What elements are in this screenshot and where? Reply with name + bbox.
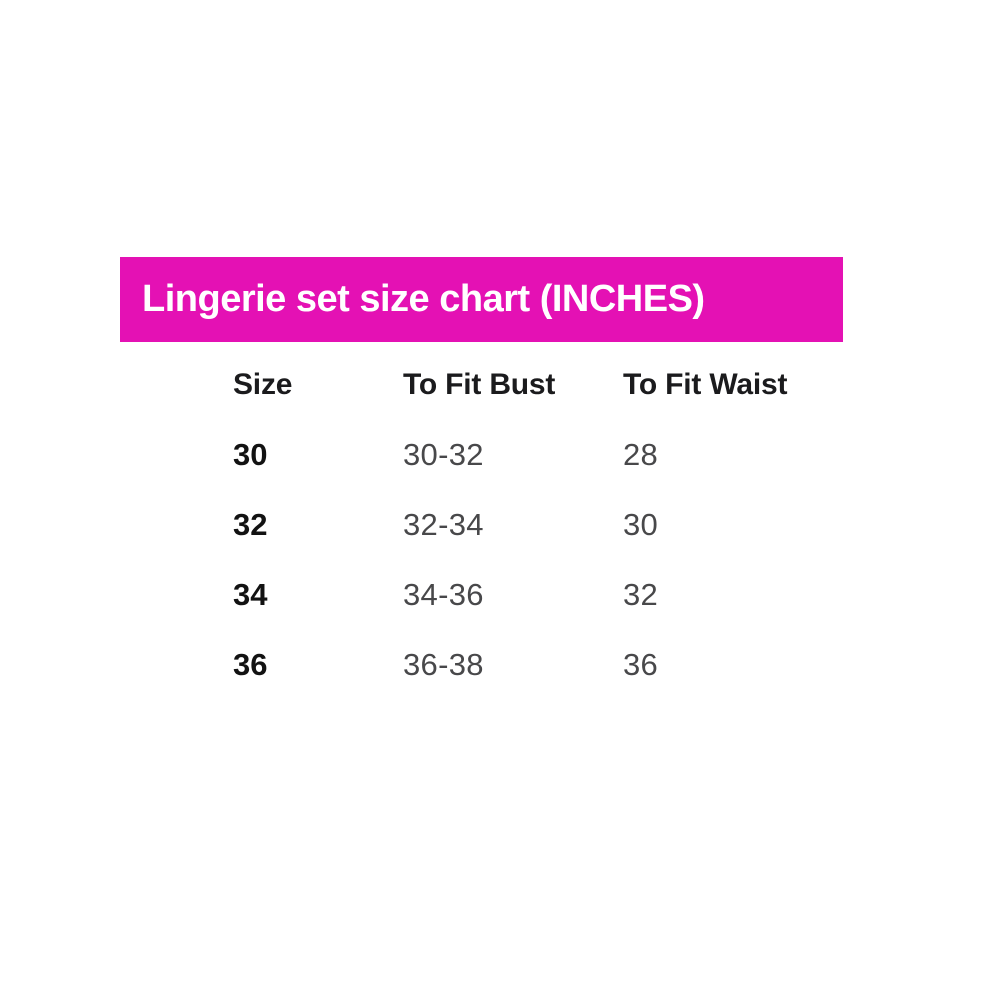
waist-cell: 36 bbox=[623, 647, 659, 682]
size-cell: 36 bbox=[233, 647, 268, 682]
bust-cell: 32-34 bbox=[403, 507, 484, 542]
size-chart-banner bbox=[120, 257, 843, 342]
size-cell: 32 bbox=[233, 507, 268, 542]
size-column-header: Size bbox=[233, 368, 293, 401]
size-cell: 30 bbox=[233, 437, 268, 472]
size-cell: 34 bbox=[233, 577, 268, 612]
waist-column-header: To Fit Waist bbox=[623, 368, 788, 401]
bust-cell: 36-38 bbox=[403, 647, 484, 682]
waist-cell: 30 bbox=[623, 507, 659, 542]
size-chart-title: Lingerie set size chart (INCHES) bbox=[142, 278, 705, 320]
waist-cell: 32 bbox=[623, 577, 659, 612]
bust-cell: 34-36 bbox=[403, 577, 484, 612]
size-table bbox=[233, 350, 833, 700]
waist-cell: 28 bbox=[623, 437, 659, 472]
bust-cell: 30-32 bbox=[403, 437, 484, 472]
bust-column-header: To Fit Bust bbox=[403, 368, 556, 401]
